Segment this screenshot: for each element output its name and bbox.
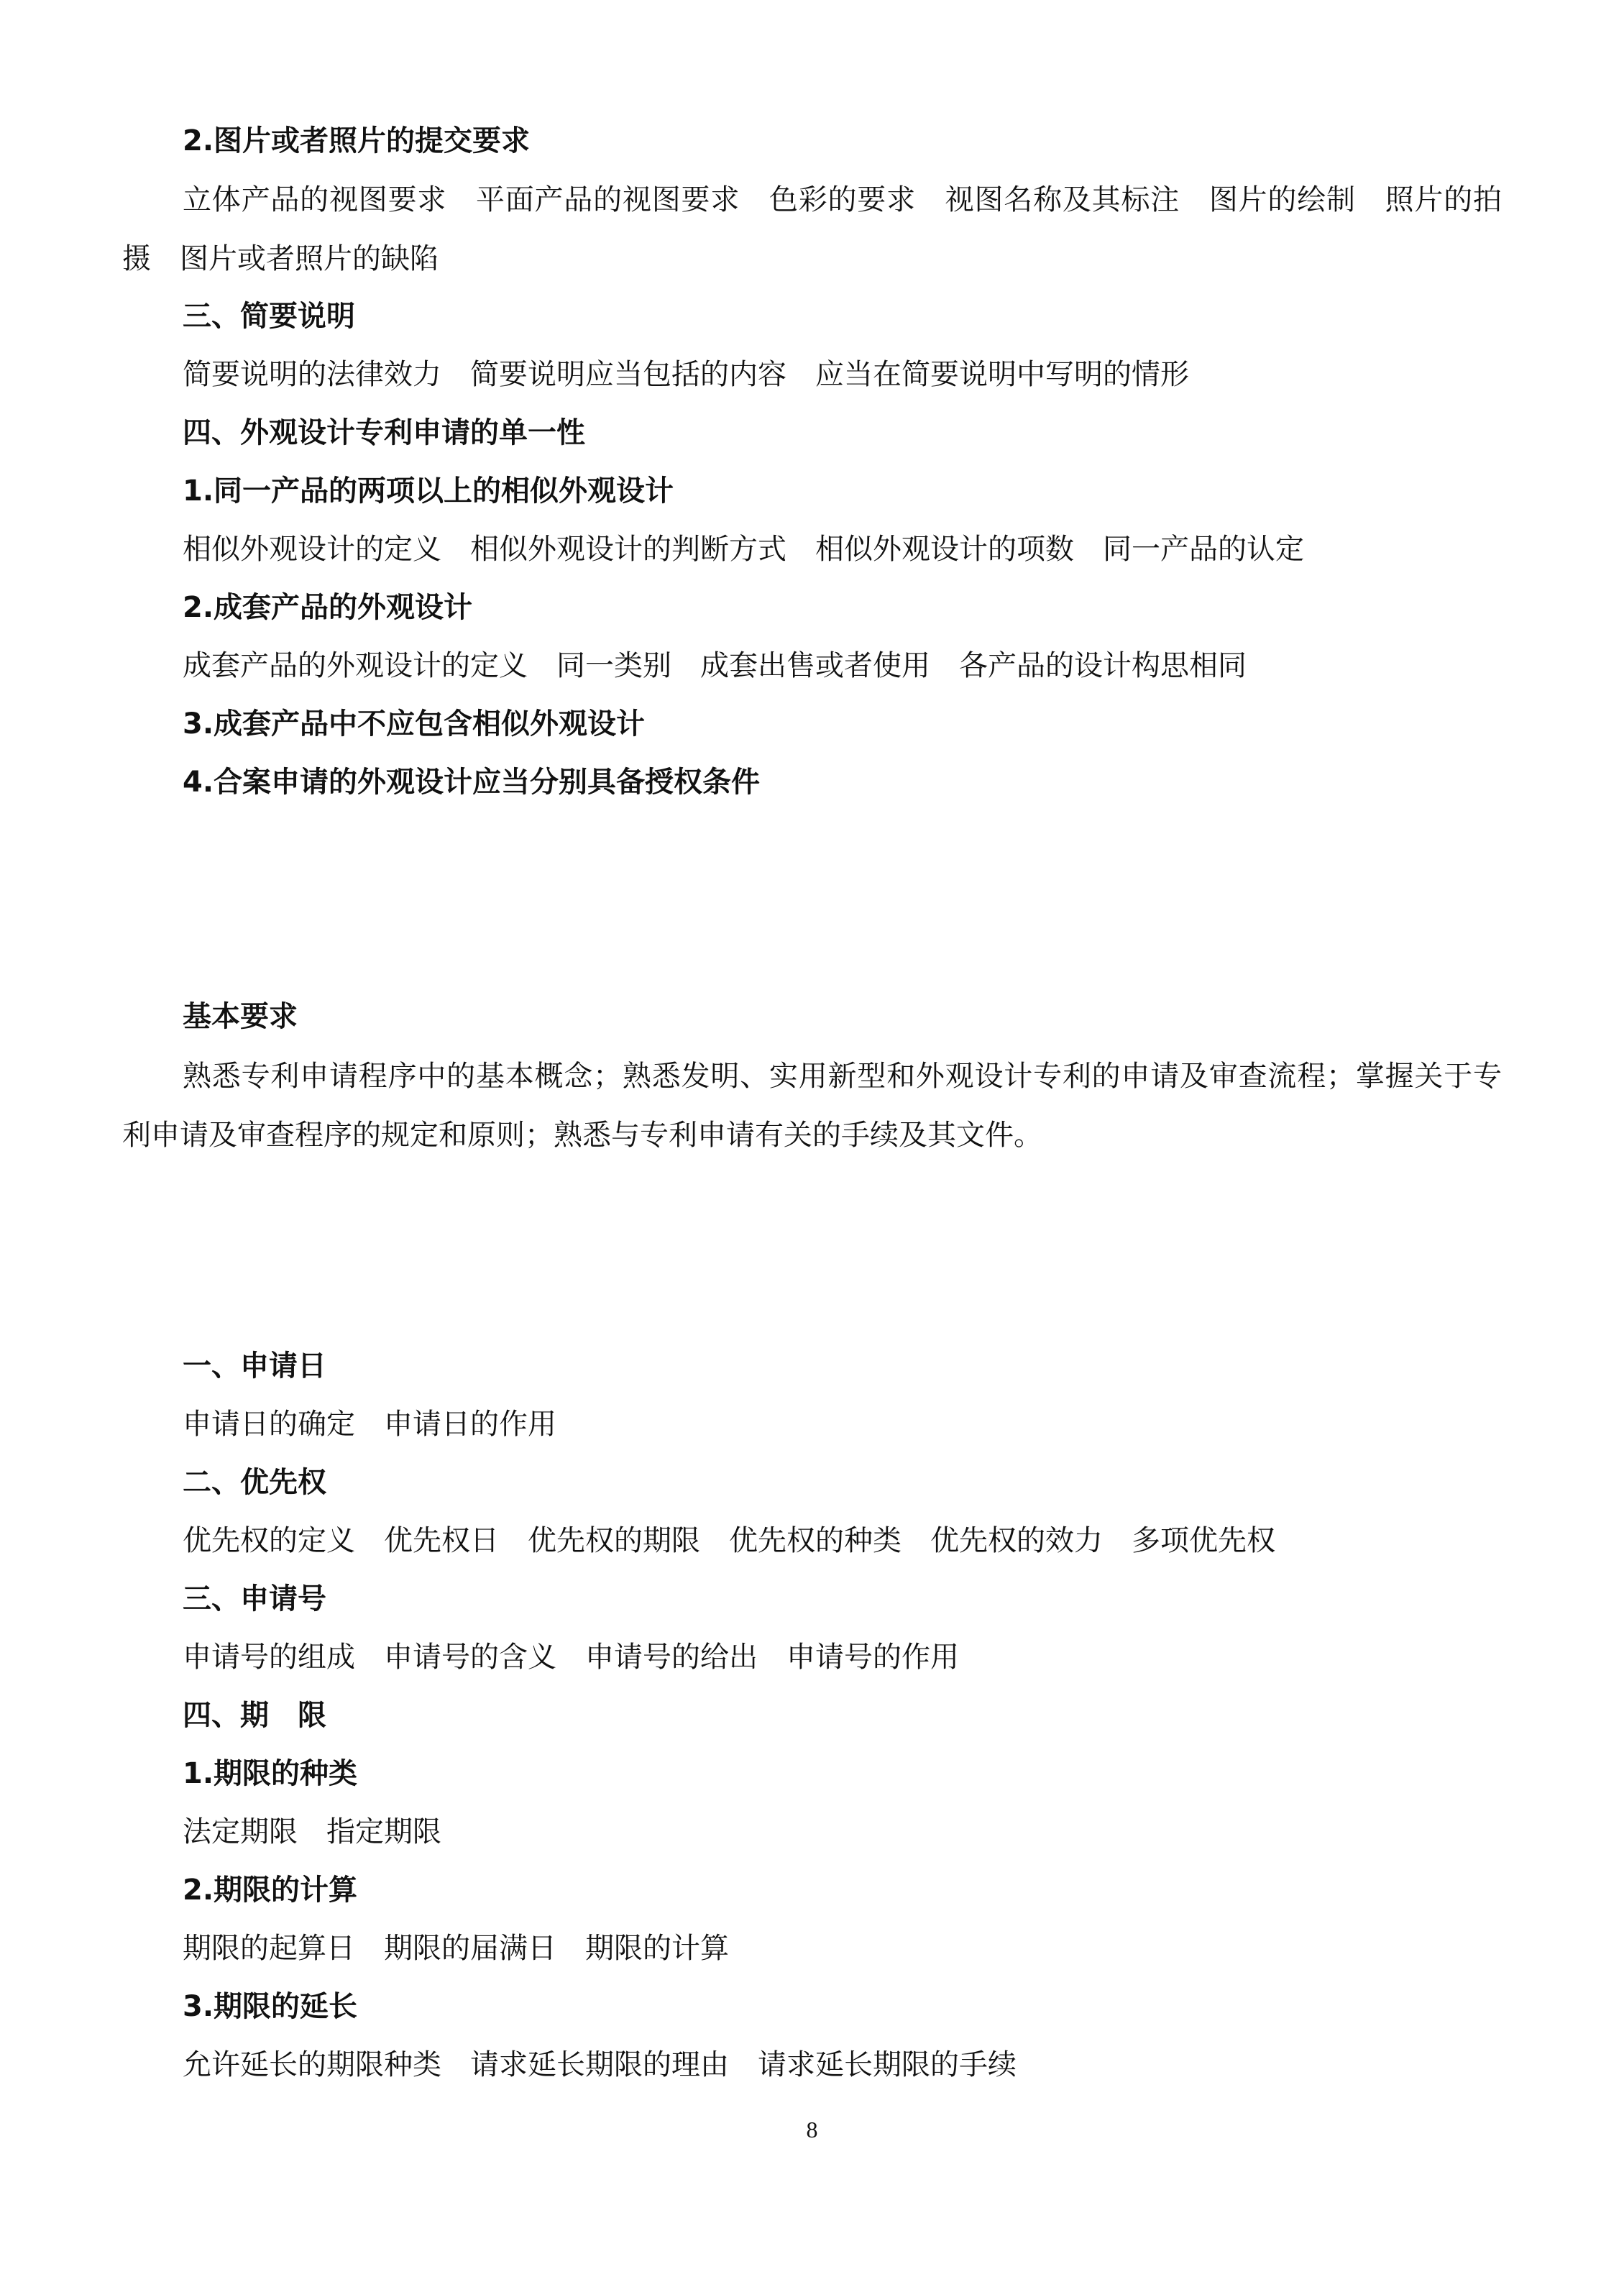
paragraph-set-products: 成套产品的外观设计的定义 同一类别 成套出售或者使用 各产品的设计构思相同 — [183, 649, 1247, 682]
subheading-set-no-similar: 3.成套产品中不应包含相似外观设计 — [183, 707, 646, 741]
paragraph-priority: 优先权的定义 优先权日 优先权的期限 优先权的种类 优先权的效力 多项优先权 — [183, 1524, 1275, 1557]
subheading-time-limit-extension: 3.期限的延长 — [183, 1990, 358, 2023]
heading-priority: 二、优先权 — [183, 1466, 326, 1499]
heading-time-limits: 四、期 限 — [183, 1699, 326, 1732]
heading-application-number: 三、申请号 — [183, 1582, 326, 1615]
subheading-time-limit-types: 1.期限的种类 — [183, 1757, 358, 1790]
subheading-similar-designs: 1.同一产品的两项以上的相似外观设计 — [183, 475, 674, 508]
page-number: 8 — [806, 2117, 818, 2142]
paragraph-basic-requirements: 熟悉专利申请程序中的基本概念；熟悉发明、实用新型和外观设计专利的申请及审查流程；掌握关于专利申请及审查程序的规定和原则；熟悉与专利申请有关的手续及其文件。 — [122, 1060, 1502, 1152]
heading-brief-description: 三、简要说明 — [183, 300, 355, 333]
subheading-combined-application: 4.合案申请的外观设计应当分别具备授权条件 — [183, 766, 761, 799]
heading-basic-requirements: 基本要求 — [183, 1000, 298, 1033]
paragraph-filing-date: 申请日的确定 申请日的作用 — [183, 1408, 556, 1441]
paragraph-similar-designs: 相似外观设计的定义 相似外观设计的判断方式 相似外观设计的项数 同一产品的认定 — [183, 533, 1304, 566]
heading-unity: 四、外观设计专利申请的单一性 — [183, 416, 585, 449]
paragraph-application-number: 申请号的组成 申请号的含义 申请号的给出 申请号的作用 — [183, 1641, 959, 1674]
heading-filing-date: 一、申请日 — [183, 1349, 326, 1383]
subheading-set-products: 2.成套产品的外观设计 — [183, 591, 473, 624]
subheading-image-submission: 2.图片或者照片的提交要求 — [183, 124, 531, 157]
paragraph-time-limit-extension: 允许延长的期限种类 请求延长期限的理由 请求延长期限的手续 — [183, 2048, 1017, 2081]
subheading-time-limit-calculation: 2.期限的计算 — [183, 1874, 358, 1907]
paragraph-time-limit-types: 法定期限 指定期限 — [183, 1815, 441, 1848]
paragraph-brief-description: 简要说明的法律效力 简要说明应当包括的内容 应当在简要说明中写明的情形 — [183, 358, 1189, 391]
paragraph-view-requirements: 立体产品的视图要求 平面产品的视图要求 色彩的要求 视图名称及其标注 图片的绘制 照片的拍摄 图片或者照片的缺陷 — [122, 183, 1502, 275]
paragraph-time-limit-calculation: 期限的起算日 期限的届满日 期限的计算 — [183, 1932, 729, 1965]
